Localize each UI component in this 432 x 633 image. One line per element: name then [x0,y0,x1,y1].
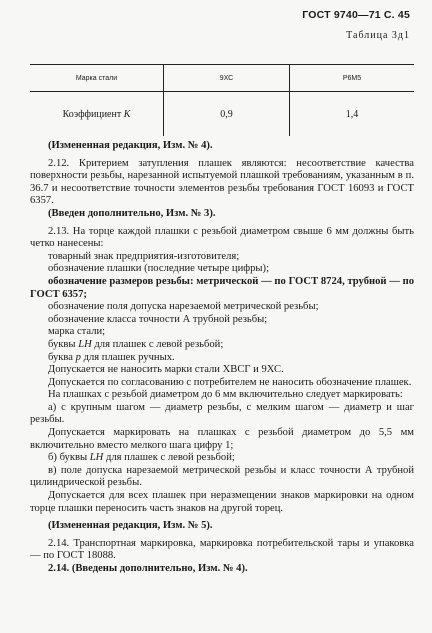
table-value-9xs: 0,9 [164,92,290,137]
text-fragment: для плашек с левой резьбой; [94,338,224,350]
list-item: марка стали; [48,326,106,338]
list-item: обозначение размеров резьбы: метрической — по ГОСТ 8724, трубной — по ГОСТ 6357; [30,275,414,300]
paragraph [30,452,414,465]
table-header-row [30,65,414,92]
table-row-label [30,92,164,137]
list-item: обозначение поля допуска нарезаемой метрической резьбы; [48,301,319,313]
list-item [30,339,414,352]
paragraph: Допускается по согласованию с потребителем не наносить обозначение плашек. [48,376,412,388]
added-note-2: 2.14. (Введены дополнительно, Изм. № 4). [48,563,248,574]
table-value-r6m5: 1,4 [290,92,415,137]
list-item: обозначение класса точности А трубной резьбы; [48,313,268,325]
paragraph: Допускается не наносить марки стали ХВСГ и 9ХС. [48,364,284,376]
text-fragment: р [75,351,81,363]
text-fragment: для плашек с левой резьбой; [105,452,235,464]
coefficient-label: Коэффициент [62,108,122,120]
clause-2-14: 2.14. Транспортная маркировка, маркировка потребительской тары и упаковка — по ГОСТ 18088. [30,537,414,562]
list-item: обозначение плашки (последние четыре цифры); [48,263,270,275]
table-row [30,92,414,137]
added-note-1: (Введен дополнительно, Изм. № 3). [48,207,216,219]
amendment-note-2: (Измененная редакция, Изм. № 5). [48,520,213,532]
paragraph: Допускается для всех плашек при неразмещении знаков маркировки на одном торце плашки переносить часть знаков на другой торец. [30,490,414,514]
steel-coefficient-table [30,64,414,136]
text-fragment: буквы [48,338,76,350]
clause-2-12: 2.12. Критерием затупления плашек являются: несоответствие качества поверхности резьбы, нарезанной испытуемой плашкой требованиям, указанным в п. 36.7 и несоответствие точности элементов резьбы требования ГОСТ 16093 и ГОСТ 6357. [30,157,414,207]
text-fragment: LH [78,338,92,350]
coefficient-variable: K [123,108,131,120]
paragraph: а) с крупным шагом — диаметр резьбы, с мелким шагом — диаметр и шаг резьбы. [30,401,414,426]
list-item: товарный знак предприятия-изготовителя; [48,250,240,262]
text-fragment: буква [48,351,73,363]
table-label: Таблица 3д1 [346,30,410,41]
text-fragment: LH [89,452,104,464]
paragraph: в) поле допуска нарезаемой метрической резьбы и класс точности А трубной цилиндрической резьбы. [30,464,414,489]
text-fragment: для плашек ручных. [83,351,175,363]
paragraph: Допускается маркировать на плашках с резьбой диаметром до 5,5 мм включительно вместо мелкого шага цифру 1; [30,427,414,451]
paragraph: На плашках с резьбой диаметром до 6 мм включительно следует маркировать: [48,389,403,401]
page-header: ГОСТ 9740—71 С. 45 [302,9,410,21]
list-item [30,352,414,365]
table-head-r6m5: Р6М5 [290,65,415,92]
table-head-9xs: 9ХС [164,65,290,92]
table-head-steel-grade: Марка стали [30,65,164,92]
text-fragment: б) буквы [48,452,88,464]
document-body [30,140,414,576]
amendment-note-1: (Измененная редакция, Изм. № 4). [48,140,213,151]
clause-2-13: 2.13. На торце каждой плашки с резьбой диаметром свыше 6 мм должны быть четко нанесены: [30,225,414,250]
